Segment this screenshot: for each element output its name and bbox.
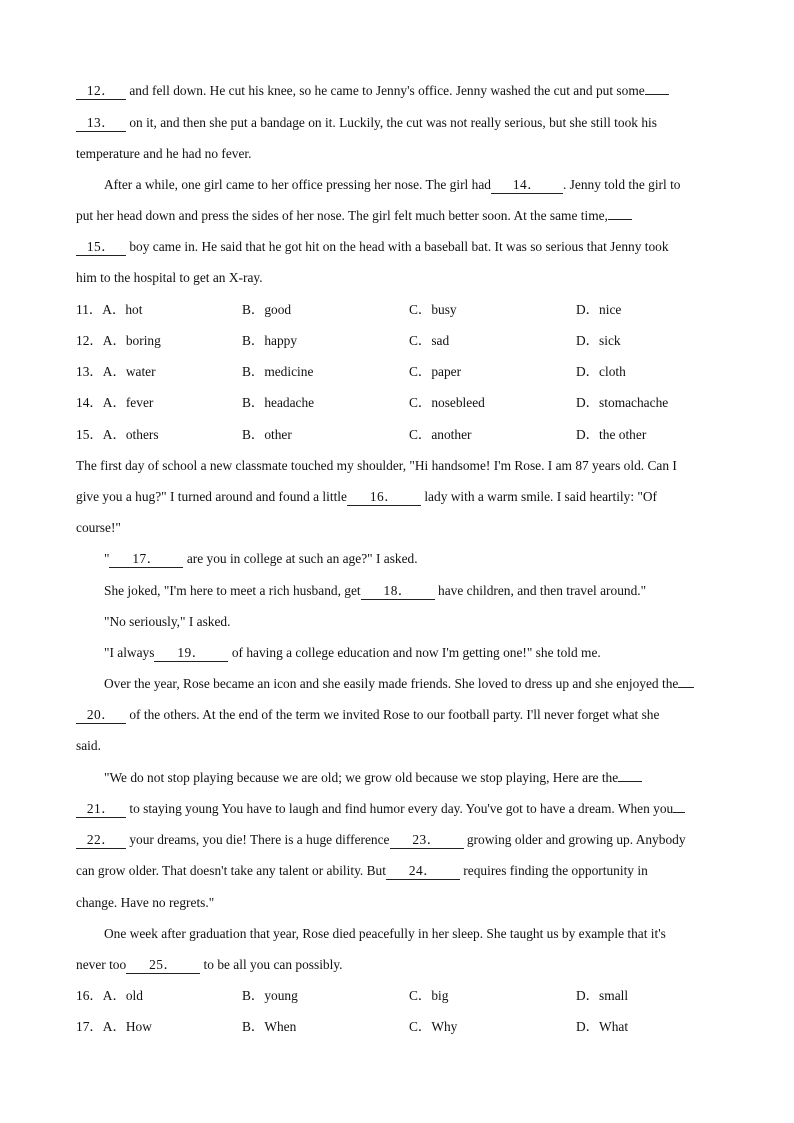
option-c[interactable]: C．paper xyxy=(409,364,462,379)
passage1-line-3: temperature and he had no fever. xyxy=(76,146,252,161)
passage1-line-2 xyxy=(76,113,756,133)
blank-24: 24． xyxy=(386,863,460,880)
option-d[interactable]: D．small xyxy=(576,988,629,1003)
passage2-line-13 xyxy=(76,830,756,850)
passage1-line-1 xyxy=(76,81,756,101)
passage2-line-5 xyxy=(104,581,756,601)
option-b[interactable]: B．medicine xyxy=(242,364,314,379)
blank-25: 25． xyxy=(126,957,200,974)
question-number: 13． xyxy=(76,364,103,379)
option-d[interactable]: D．sick xyxy=(576,333,621,348)
passage2-text: Over the year, Rose became an icon and she easily made friends. She loved to dress up and she enjoyed the xyxy=(104,676,679,691)
option-c[interactable]: C．another xyxy=(409,427,472,442)
passage1-text: After a while, one girl came to her office pressing her nose. The girl had xyxy=(104,177,491,192)
question-number: 14． xyxy=(76,395,103,410)
passage2-line-4 xyxy=(104,549,756,569)
passage1-line-5 xyxy=(76,206,756,226)
option-b[interactable]: B．headache xyxy=(242,395,315,410)
option-a[interactable]: A．How xyxy=(102,1019,152,1034)
passage2-line-2 xyxy=(76,487,756,507)
trailing-blank xyxy=(673,812,685,813)
passage2-line-17 xyxy=(76,955,756,975)
passage2-text: " xyxy=(104,551,110,566)
passage2-line-8 xyxy=(104,674,756,694)
blank-14: 14． xyxy=(491,177,563,194)
question-row xyxy=(76,393,756,413)
blank-20: 20． xyxy=(76,707,126,724)
passage1-text: and fell down. He cut his knee, so he came to Jenny's office. Jenny washed the cut and put some xyxy=(126,83,645,98)
passage2-line-16: One week after graduation that year, Rose died peacefully in her sleep. She taught us by example that it's xyxy=(104,926,666,941)
question-row xyxy=(76,331,756,351)
question-row xyxy=(76,1017,756,1037)
question-row xyxy=(76,425,756,445)
option-c[interactable]: C．sad xyxy=(409,333,450,348)
blank-23: 23． xyxy=(390,832,464,849)
option-d[interactable]: D．What xyxy=(576,1019,629,1034)
passage2-text: to staying young You have to laugh and find humor every day. You've got to have a dream. When you xyxy=(126,801,674,816)
passage2-line-7 xyxy=(104,643,756,663)
passage2-text: of the others. At the end of the term we invited Rose to our football party. I'll never forget what she xyxy=(126,707,660,722)
passage2-line-14 xyxy=(76,861,756,881)
option-d[interactable]: D．cloth xyxy=(576,364,626,379)
option-c[interactable]: C．nosebleed xyxy=(409,395,485,410)
passage2-text: requires finding the opportunity in xyxy=(459,863,648,878)
option-a[interactable]: A．fever xyxy=(102,395,154,410)
option-d[interactable]: D．the other xyxy=(576,427,647,442)
blank-13: 13． xyxy=(76,115,126,132)
trailing-blank xyxy=(645,94,669,95)
question-number: 11． xyxy=(76,302,103,317)
option-b[interactable]: B．happy xyxy=(242,333,298,348)
trailing-blank xyxy=(618,781,642,782)
passage2-text: lady with a warm smile. I said heartily: "Of xyxy=(420,489,658,504)
passage2-text: never too xyxy=(76,957,127,972)
blank-16: 16． xyxy=(347,489,421,506)
passage2-line-1: The first day of school a new classmate touched my shoulder, "Hi handsome! I'm Rose. I am 87 years old. Can I xyxy=(76,458,677,473)
passage2-text: have children, and then travel around." xyxy=(434,583,647,598)
trailing-blank xyxy=(608,219,632,220)
passage1-text: put her head down and press the sides of her nose. The girl felt much better soon. At the same time, xyxy=(76,208,608,223)
passage2-text: to be all you can possibly. xyxy=(200,957,343,972)
option-b[interactable]: B．other xyxy=(242,427,292,442)
passage2-line-9 xyxy=(76,705,756,725)
question-number: 15． xyxy=(76,427,103,442)
passage2-text: "We do not stop playing because we are old; we grow old because we stop playing, Here are the xyxy=(104,770,619,785)
option-d[interactable]: D．stomachache xyxy=(576,395,669,410)
passage1-line-6 xyxy=(76,237,756,257)
blank-18: 18． xyxy=(361,583,435,600)
passage2-line-12 xyxy=(76,799,756,819)
blank-22: 22． xyxy=(76,832,126,849)
passage2-text: "I always xyxy=(104,645,155,660)
passage2-line-10: said. xyxy=(76,738,101,753)
option-a[interactable]: A．others xyxy=(102,427,159,442)
passage2-text: are you in college at such an age?" I asked. xyxy=(183,551,418,566)
passage2-text: can grow older. That doesn't take any talent or ability. But xyxy=(76,863,386,878)
option-b[interactable]: B．good xyxy=(242,302,292,317)
option-c[interactable]: C．big xyxy=(409,988,449,1003)
passage2-text: She joked, "I'm here to meet a rich husband, get xyxy=(104,583,361,598)
blank-19: 19． xyxy=(154,645,228,662)
passage2-text: your dreams, you die! There is a huge difference xyxy=(126,832,390,847)
question-row xyxy=(76,362,756,382)
option-a[interactable]: A．old xyxy=(102,988,143,1003)
option-a[interactable]: A．water xyxy=(102,364,156,379)
question-row xyxy=(76,300,756,320)
question-number: 16． xyxy=(76,988,103,1003)
passage2-text: of having a college education and now I'm getting one!" she told me. xyxy=(228,645,601,660)
passage1-text: on it, and then she put a bandage on it. Luckily, the cut was not really serious, but she still took his xyxy=(126,115,657,130)
option-a[interactable]: A．boring xyxy=(102,333,161,348)
option-d[interactable]: D．nice xyxy=(576,302,622,317)
option-b[interactable]: B．young xyxy=(242,988,298,1003)
passage2-text: growing older and growing up. Anybody xyxy=(463,832,686,847)
passage2-line-15: change. Have no regrets." xyxy=(76,895,215,910)
option-c[interactable]: C．busy xyxy=(409,302,457,317)
blank-21: 21． xyxy=(76,801,126,818)
option-b[interactable]: B．When xyxy=(242,1019,297,1034)
question-number: 17． xyxy=(76,1019,103,1034)
blank-12: 12． xyxy=(76,83,126,100)
question-number: 12． xyxy=(76,333,103,348)
passage2-text: give you a hug?" I turned around and found a little xyxy=(76,489,347,504)
passage2-line-11 xyxy=(104,768,756,788)
trailing-blank xyxy=(678,687,694,688)
passage1-text: . Jenny told the girl to xyxy=(562,177,681,192)
option-c[interactable]: C．Why xyxy=(409,1019,458,1034)
passage1-line-7: him to the hospital to get an X-ray. xyxy=(76,270,263,285)
passage2-line-3: course!" xyxy=(76,520,121,535)
passage1-text: boy came in. He said that he got hit on the head with a baseball bat. It was so serious that Jenny took xyxy=(126,239,669,254)
blank-15: 15． xyxy=(76,239,126,256)
option-a[interactable]: A．hot xyxy=(102,302,143,317)
blank-17: 17． xyxy=(109,551,183,568)
question-row xyxy=(76,986,756,1006)
passage2-line-6: "No seriously," I asked. xyxy=(104,614,231,629)
passage1-line-4 xyxy=(104,175,756,195)
